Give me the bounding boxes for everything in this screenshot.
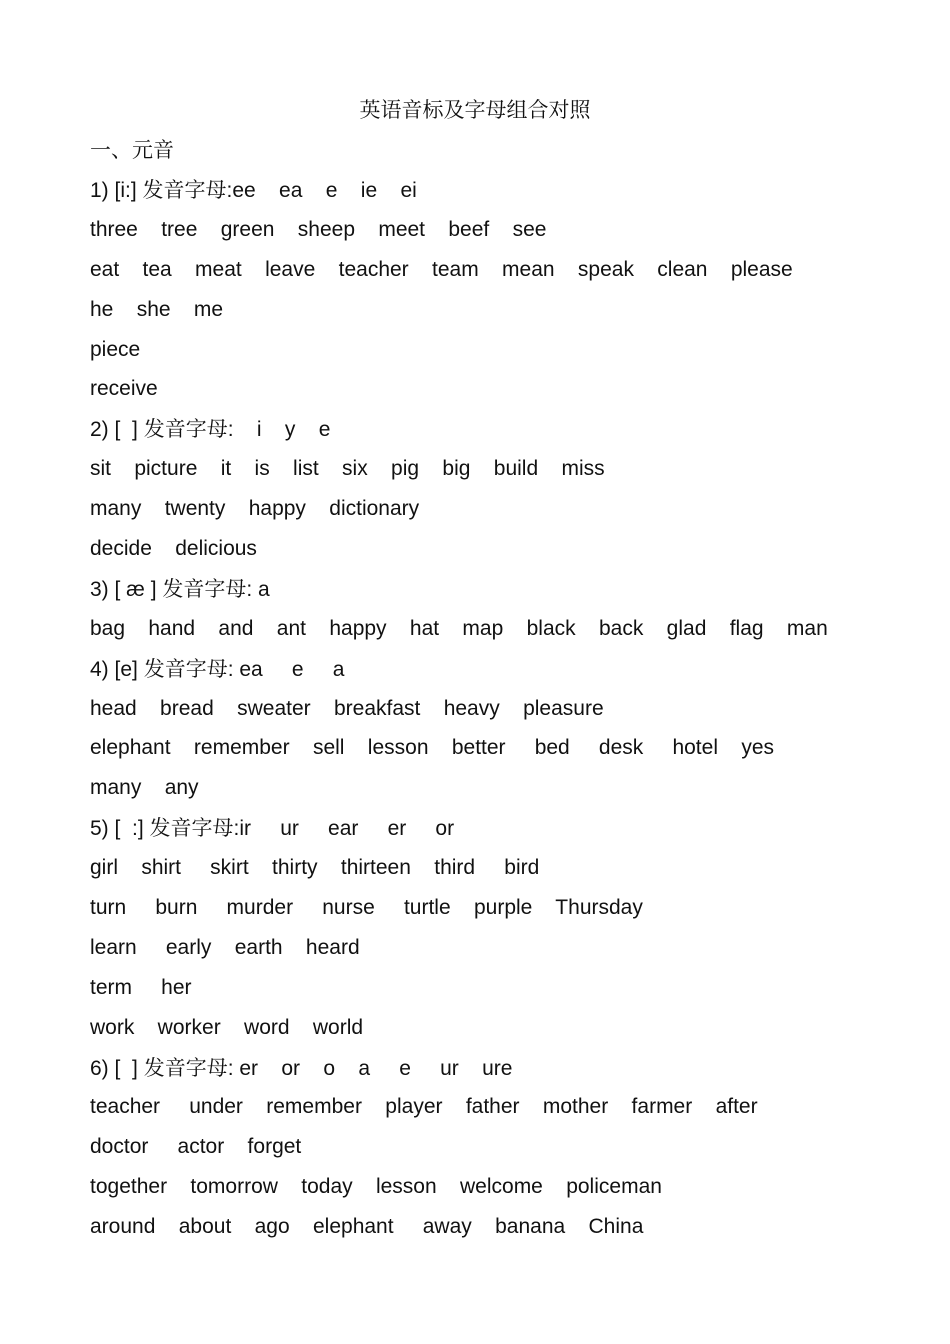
phoneme-number: 2) [90, 418, 115, 442]
phoneme-number: 6) [90, 1056, 115, 1080]
word-list-line: he she me [90, 297, 224, 321]
word-list-line: doctor actor forget [90, 1135, 302, 1159]
phoneme-label: 发音字母 [143, 656, 228, 681]
word-list-line: three tree green sheep meet beef see [90, 217, 547, 241]
phoneme-symbol: [ :] [114, 817, 150, 841]
word-list-line: around about ago elephant away banana China [90, 1215, 644, 1239]
phoneme-heading [90, 651, 930, 691]
phoneme-symbol: [ ] [114, 1056, 144, 1080]
phoneme-number: 5) [90, 817, 115, 841]
phoneme-label: 发音字母 [142, 178, 227, 202]
phoneme-symbol: [e] [114, 657, 144, 681]
word-list-line: decide delicious [90, 537, 257, 561]
phoneme-letters: : ea e a [227, 657, 345, 681]
phoneme-label: 发音字母 [143, 417, 228, 442]
phoneme-symbol: [ ] [114, 418, 144, 442]
phoneme-heading [90, 411, 930, 451]
word-list-line: work worker word world [90, 1015, 364, 1039]
word-list-line: eat tea meat leave teacher team mean speak clean please [90, 257, 793, 281]
phoneme-heading [90, 172, 930, 212]
word-list-line: girl shirt skirt thirty thirteen third bird [90, 856, 540, 880]
phoneme-heading [90, 1050, 930, 1090]
word-list-line: many any [90, 776, 199, 800]
phoneme-letters: : a [246, 577, 270, 601]
word-list-line: head bread sweater breakfast heavy pleasure [90, 696, 604, 720]
phoneme-symbol: [i:] [114, 179, 143, 202]
word-list-line: many twenty happy dictionary [90, 497, 420, 521]
phoneme-number: 4) [90, 657, 115, 681]
section-heading: 一、元音 [90, 138, 174, 162]
word-list-line: teacher under remember player father mother farmer after [90, 1095, 758, 1119]
word-list-line: term her [90, 975, 192, 999]
word-list-line: bag hand and ant happy hat map black back glad flag man [90, 616, 828, 640]
word-list-line: turn burn murder nurse turtle purple Thursday [90, 896, 643, 920]
word-list-line: receive [90, 377, 158, 401]
phoneme-symbol: [ æ ] [114, 577, 163, 601]
phoneme-label: 发音字母 [143, 1055, 228, 1080]
phoneme-letters: :ir ur ear er or [233, 817, 455, 841]
phoneme-label: 发音字母 [162, 576, 247, 601]
word-list-line: learn early earth heard [90, 935, 360, 959]
word-list-line: elephant remember sell lesson better bed desk hotel yes [90, 736, 774, 760]
phoneme-letters: :ee ea e ie ei [226, 179, 417, 202]
content-lines [90, 172, 930, 1249]
word-list-line: piece [90, 337, 141, 361]
phoneme-heading [90, 810, 930, 850]
phoneme-letters: : er or o a e ur ure [227, 1056, 513, 1080]
phoneme-label: 发音字母 [149, 816, 234, 841]
page-title: 英语音标及字母组合对照 [359, 98, 591, 122]
phoneme-heading [90, 571, 930, 611]
phoneme-number: 3) [90, 577, 115, 601]
word-list-line: together tomorrow today lesson welcome policeman [90, 1175, 662, 1199]
phoneme-number: 1) [90, 179, 115, 202]
phoneme-letters: : i y e [227, 418, 331, 442]
word-list-line: sit picture it is list six pig big build miss [90, 457, 605, 481]
